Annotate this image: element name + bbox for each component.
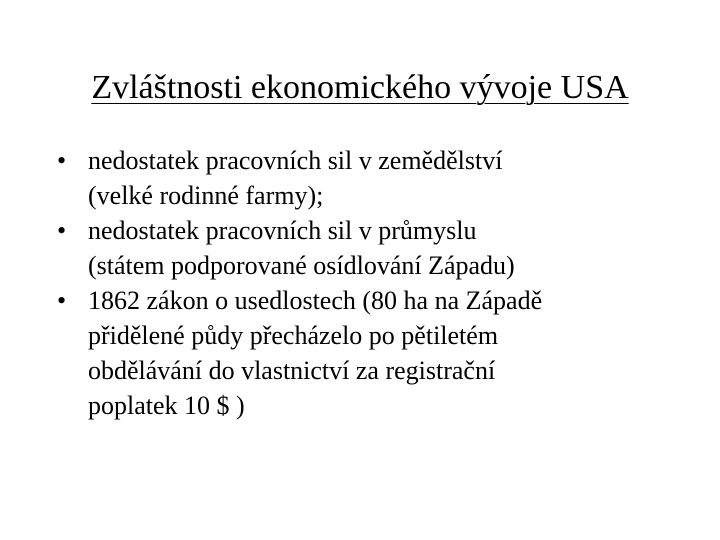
- bullet-list: [57, 143, 677, 423]
- bullet-text-line: přidělené půdy přecházelo po pětiletém: [88, 321, 499, 350]
- bullet-item: [57, 143, 677, 213]
- bullet-item: [57, 213, 677, 283]
- bullet-text-line: (státem podporované osídlování Západu): [88, 251, 515, 280]
- bullet-text-line: obdělávání do vlastnictví za registrační: [88, 356, 496, 385]
- bullet-icon: •: [57, 216, 67, 245]
- slide-title: Zvláštnosti ekonomického vývoje USA: [91, 69, 629, 106]
- bullet-text-line: (velké rodinné farmy);: [88, 181, 324, 210]
- bullet-item: [57, 283, 677, 423]
- bullet-icon: •: [57, 286, 67, 315]
- bullet-text-line: nedostatek pracovních sil v průmyslu: [88, 216, 477, 245]
- bullet-text-line: nedostatek pracovních sil v zemědělství: [88, 146, 503, 175]
- bullet-text-line: 1862 zákon o usedlostech (80 ha na Západě: [88, 286, 543, 315]
- bullet-text-line: poplatek 10 $ ): [88, 391, 245, 420]
- bullet-icon: •: [57, 146, 67, 175]
